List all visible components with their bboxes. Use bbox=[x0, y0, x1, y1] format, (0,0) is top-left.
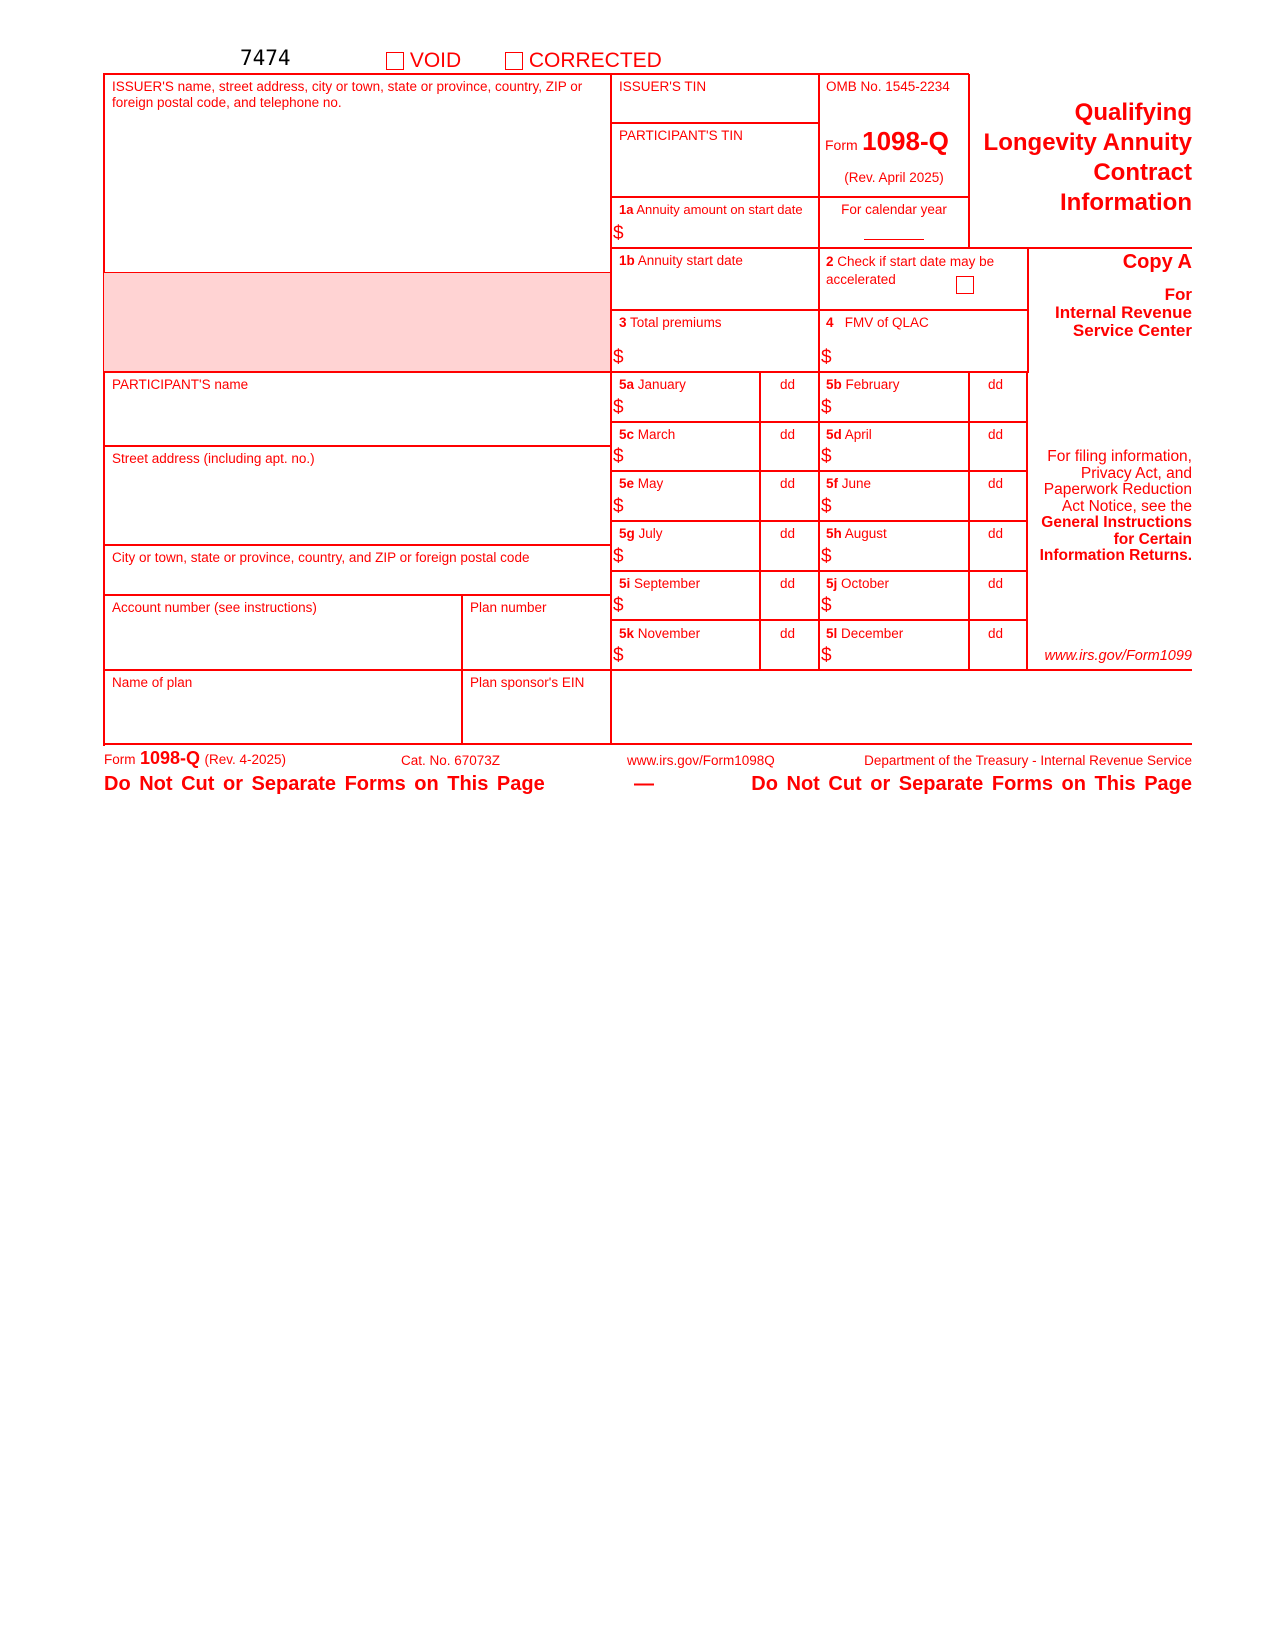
day-label: dd bbox=[988, 426, 1004, 442]
city-box[interactable] bbox=[104, 545, 612, 596]
copy-irs-line: Internal Revenue bbox=[1055, 303, 1192, 322]
day-box-5k[interactable] bbox=[760, 621, 820, 672]
warning-dash: — bbox=[634, 773, 654, 795]
day-box-5e[interactable] bbox=[760, 471, 820, 522]
void-label: VOID bbox=[409, 49, 462, 72]
copy-a-label: Copy A bbox=[1122, 251, 1192, 273]
divider-line bbox=[969, 247, 1192, 249]
box-1a-label: Annuity amount on start date bbox=[636, 202, 803, 217]
month-label: August bbox=[844, 526, 887, 542]
filing-line: Privacy Act, and bbox=[1080, 464, 1192, 482]
day-box-5i[interactable] bbox=[760, 571, 820, 622]
day-box-5c[interactable] bbox=[760, 422, 820, 473]
day-box-5g[interactable] bbox=[760, 521, 820, 572]
dollar-sign: $ bbox=[613, 396, 624, 418]
dollar-sign: $ bbox=[613, 446, 624, 468]
day-label: dd bbox=[780, 625, 796, 641]
shaded-box bbox=[104, 273, 612, 373]
box-5a[interactable] bbox=[611, 372, 761, 423]
street-address-box[interactable] bbox=[104, 446, 612, 546]
day-box-5a[interactable] bbox=[760, 372, 820, 423]
participant-name-box[interactable] bbox=[104, 372, 612, 447]
form-title bbox=[984, 98, 1192, 218]
plan-name-label: Name of plan bbox=[112, 675, 193, 690]
box-number: 5g bbox=[619, 526, 635, 542]
void-checkbox-group[interactable] bbox=[386, 49, 461, 73]
day-label: dd bbox=[780, 526, 796, 542]
box-5j[interactable] bbox=[819, 571, 970, 622]
do-not-cut-warning: Do Not Cut or Separate Forms on This Page bbox=[104, 773, 545, 795]
form-number: 1098-Q bbox=[862, 126, 949, 156]
dollar-sign: $ bbox=[821, 396, 832, 418]
month-label: March bbox=[637, 426, 676, 442]
participant-name-label: PARTICIPANT'S name bbox=[112, 377, 249, 392]
month-label: September bbox=[634, 575, 701, 591]
plan-name-box[interactable] bbox=[104, 670, 463, 745]
revision: (Rev. April 2025) bbox=[844, 170, 944, 185]
box-3-label: Total premiums bbox=[630, 315, 722, 330]
year-underline bbox=[864, 239, 924, 240]
dollar-sign: $ bbox=[821, 595, 832, 617]
box-3-number: 3 bbox=[619, 315, 627, 330]
box-number: 5c bbox=[619, 426, 635, 442]
month-label: May bbox=[637, 476, 664, 492]
form-prefix: Form bbox=[825, 137, 858, 153]
day-label: dd bbox=[780, 575, 796, 591]
day-label: dd bbox=[988, 575, 1004, 591]
box-number: 5h bbox=[826, 526, 842, 542]
box-2-number: 2 bbox=[826, 254, 834, 269]
box-number: 5i bbox=[619, 575, 631, 591]
dollar-sign: $ bbox=[821, 446, 832, 468]
participant-tin-label: PARTICIPANT'S TIN bbox=[619, 128, 743, 143]
day-label: dd bbox=[988, 625, 1004, 641]
box-2[interactable] bbox=[819, 248, 1029, 311]
day-box-5f[interactable] bbox=[968, 471, 1028, 522]
box-4-label: FMV of QLAC bbox=[844, 315, 929, 330]
title-line: Information bbox=[1060, 189, 1192, 216]
box-5c[interactable] bbox=[611, 422, 761, 473]
box-5f[interactable] bbox=[819, 471, 970, 522]
month-label: June bbox=[841, 476, 872, 492]
do-not-cut-warning: Do Not Cut or Separate Forms on This Page bbox=[751, 773, 1192, 795]
calendar-year-label: For calendar year bbox=[841, 202, 947, 217]
month-label: October bbox=[841, 575, 890, 591]
dollar-sign: $ bbox=[613, 545, 624, 567]
box-number: 5d bbox=[826, 426, 842, 442]
box-number: 5a bbox=[619, 377, 635, 392]
title-line: Contract bbox=[1093, 159, 1192, 186]
street-address-label: Street address (including apt. no.) bbox=[112, 451, 315, 466]
day-label: dd bbox=[780, 476, 796, 492]
dollar-sign: $ bbox=[613, 223, 624, 244]
box-1b-label: Annuity start date bbox=[637, 253, 743, 268]
dollar-sign: $ bbox=[613, 595, 624, 617]
account-number-label: Account number (see instructions) bbox=[112, 600, 317, 615]
divider-line bbox=[611, 743, 1192, 745]
department: Department of the Treasury - Internal Revenue Service bbox=[864, 753, 1192, 768]
plan-number-box[interactable] bbox=[462, 595, 612, 671]
filing-line: General Instructions bbox=[1041, 514, 1192, 531]
box-1a-number: 1a bbox=[619, 202, 634, 217]
omb-box bbox=[819, 74, 970, 198]
city-label: City or town, state or province, country, and ZIP or foreign postal code bbox=[112, 550, 530, 565]
box-number: 5l bbox=[826, 625, 838, 641]
dollar-sign: $ bbox=[821, 545, 832, 567]
box-3[interactable] bbox=[611, 310, 820, 373]
issuer-box[interactable] bbox=[104, 74, 612, 274]
filing-line: For filing information, bbox=[1047, 448, 1192, 465]
omb-number: OMB No. 1545-2234 bbox=[826, 79, 950, 94]
box-5l[interactable] bbox=[819, 621, 970, 672]
month-label: February bbox=[845, 377, 900, 392]
dollar-sign: $ bbox=[821, 645, 832, 667]
box-5d[interactable] bbox=[819, 422, 970, 473]
catalog-number: Cat. No. 67073Z bbox=[401, 753, 501, 768]
copy-for: For bbox=[1164, 285, 1192, 304]
day-box-5d[interactable] bbox=[968, 422, 1028, 473]
month-label: December bbox=[841, 625, 904, 641]
filing-line: Act Notice, see the bbox=[1061, 497, 1192, 515]
form-code: 7474 bbox=[240, 46, 291, 70]
month-label: January bbox=[637, 377, 686, 392]
month-label: July bbox=[638, 526, 663, 542]
participant-tin-box[interactable] bbox=[611, 123, 820, 198]
accelerated-checkbox[interactable] bbox=[956, 276, 974, 294]
issuer-tin-box[interactable] bbox=[611, 74, 820, 124]
filing-info bbox=[1040, 449, 1192, 565]
box-4[interactable] bbox=[819, 310, 1029, 373]
copy-irs-line: Service Center bbox=[1072, 321, 1192, 340]
box-5g[interactable] bbox=[611, 521, 761, 572]
box-number: 5f bbox=[826, 476, 839, 492]
box-1b[interactable] bbox=[611, 248, 820, 311]
issuer-tin-label: ISSUER'S TIN bbox=[619, 79, 707, 94]
box-2-label: Check if start date may be accelerated bbox=[826, 254, 995, 287]
divider-line bbox=[1028, 669, 1192, 671]
dollar-sign: $ bbox=[613, 496, 624, 518]
copy-destination bbox=[1055, 286, 1192, 340]
dollar-sign: $ bbox=[613, 347, 624, 368]
box-5k[interactable] bbox=[611, 621, 761, 672]
day-label: dd bbox=[780, 377, 796, 392]
day-label: dd bbox=[988, 476, 1004, 492]
corrected-label: CORRECTED bbox=[528, 49, 662, 72]
sponsor-ein-label: Plan sponsor's EIN bbox=[470, 675, 585, 690]
box-5i[interactable] bbox=[611, 571, 761, 622]
day-box-5j[interactable] bbox=[968, 571, 1028, 622]
box-1b-number: 1b bbox=[619, 253, 635, 268]
footer-form-id bbox=[104, 748, 286, 769]
box-5b[interactable] bbox=[819, 372, 970, 423]
dollar-sign: $ bbox=[821, 347, 832, 368]
day-label: dd bbox=[988, 377, 1004, 392]
day-box-5h[interactable] bbox=[968, 521, 1028, 572]
month-label: November bbox=[637, 625, 701, 641]
day-box-5l[interactable] bbox=[968, 621, 1028, 672]
box-number: 5j bbox=[826, 575, 838, 591]
corrected-checkbox-group[interactable] bbox=[505, 49, 662, 73]
calendar-year-box[interactable] bbox=[819, 197, 970, 249]
box-1a[interactable] bbox=[611, 197, 820, 249]
void-checkbox[interactable] bbox=[386, 52, 404, 70]
box-number: 5b bbox=[826, 377, 842, 392]
day-label: dd bbox=[780, 426, 796, 442]
footer-form-number: 1098-Q bbox=[139, 748, 200, 768]
title-line: Longevity Annuity bbox=[983, 129, 1192, 156]
title-line: Qualifying bbox=[1074, 99, 1192, 126]
box-number: 5k bbox=[619, 625, 635, 641]
dollar-sign: $ bbox=[821, 496, 832, 518]
day-box-5b[interactable] bbox=[968, 372, 1028, 423]
filing-line: Paperwork Reduction bbox=[1043, 481, 1192, 498]
footer-revision: (Rev. 4-2025) bbox=[204, 752, 286, 767]
issuer-label: ISSUER'S name, street address, city or town, state or province, country, ZIP or foreign postal code, and telephone no. bbox=[112, 79, 583, 110]
footer-form-prefix: Form bbox=[104, 752, 136, 767]
plan-number-label: Plan number bbox=[470, 600, 547, 615]
filing-line: for Certain bbox=[1113, 530, 1192, 548]
irs-url-link[interactable]: www.irs.gov/Form1099 bbox=[1044, 648, 1192, 664]
filing-line: Information Returns. bbox=[1039, 547, 1192, 564]
dollar-sign: $ bbox=[613, 645, 624, 667]
sponsor-ein-box[interactable] bbox=[462, 670, 612, 745]
account-number-box[interactable] bbox=[104, 595, 463, 671]
box-5h[interactable] bbox=[819, 521, 970, 572]
month-label: April bbox=[844, 426, 872, 442]
corrected-checkbox[interactable] bbox=[505, 52, 523, 70]
form-url[interactable]: www.irs.gov/Form1098Q bbox=[627, 753, 775, 768]
box-4-number: 4 bbox=[826, 315, 834, 330]
day-label: dd bbox=[988, 526, 1004, 542]
box-number: 5e bbox=[619, 476, 635, 492]
box-5e[interactable] bbox=[611, 471, 761, 522]
